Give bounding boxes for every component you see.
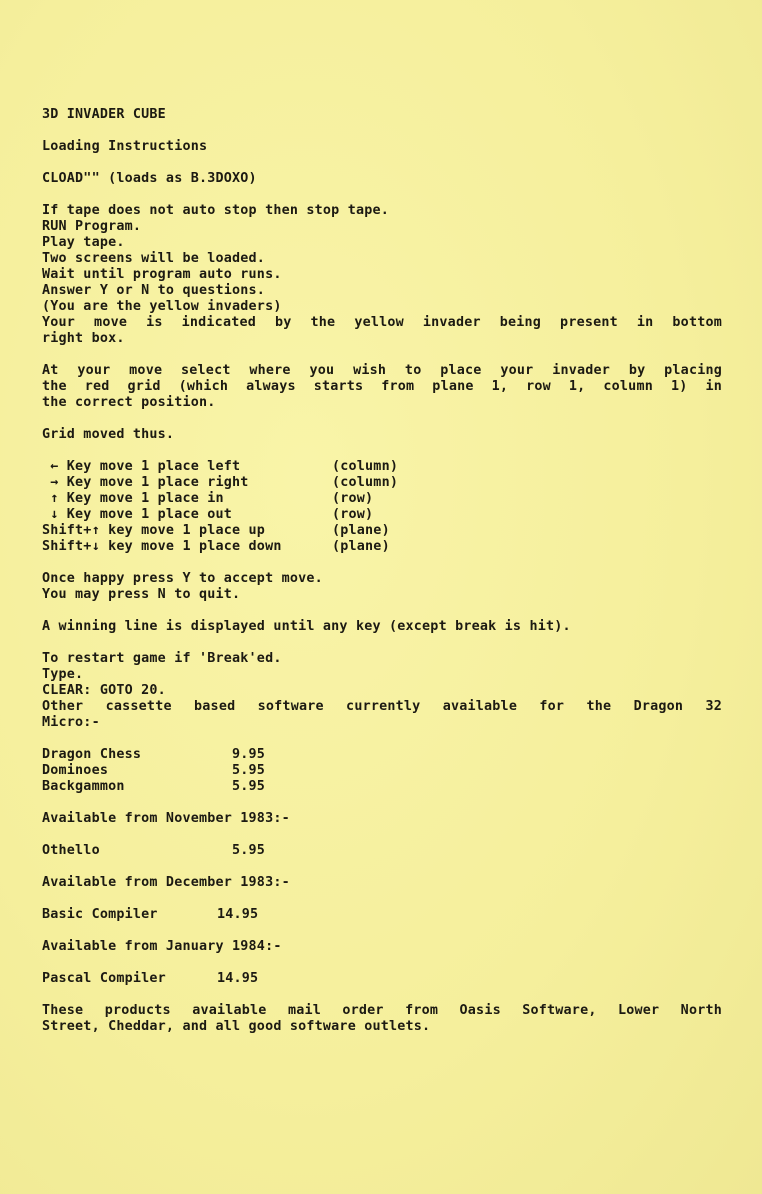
key-row: [42, 523, 722, 539]
available-november: Available from November 1983:-: [42, 811, 290, 826]
product-price: 5.95: [232, 779, 266, 794]
quit-line: You may press N to quit.: [42, 587, 241, 602]
clear-line: CLEAR: GOTO 20.: [42, 683, 166, 698]
restart-line: To restart game if 'Break'ed.: [42, 651, 282, 666]
document-title: 3D INVADER CUBE: [42, 107, 166, 122]
other-software-line-1: Other cassette based software currently available for the Dragon 32: [42, 699, 722, 714]
select-line-2: the red grid (which always starts from plane 1, row 1, column 1) in: [42, 379, 722, 394]
key-row: [42, 491, 722, 507]
product-row: [42, 763, 722, 779]
product-name: Pascal Compiler: [42, 971, 166, 986]
product-name: Dominoes: [42, 763, 109, 778]
key-desc: ↑ Key move 1 place in: [42, 491, 224, 506]
key-axis: (plane): [332, 523, 390, 538]
footer-line-1: These products available mail order from Oasis Software, Lower North: [42, 1003, 722, 1018]
key-desc: ↓ Key move 1 place out: [42, 507, 233, 522]
product-price: 5.95: [232, 763, 266, 778]
key-desc: Shift+↓ key move 1 place down: [42, 539, 282, 554]
step-3: Play tape.: [42, 235, 125, 250]
key-row: [42, 459, 722, 475]
key-row: [42, 539, 722, 555]
step-1: If tape does not auto stop then stop tape.: [42, 203, 389, 218]
product-name: Othello: [42, 843, 100, 858]
product-row: [42, 971, 722, 987]
product-price: 14.95: [217, 907, 259, 922]
key-table: [42, 459, 722, 555]
your-move-line-2: right box.: [42, 331, 125, 346]
key-axis: (column): [332, 475, 399, 490]
product-name: Dragon Chess: [42, 747, 142, 762]
select-line-3: the correct position.: [42, 395, 216, 410]
loading-heading: Loading Instructions: [42, 139, 208, 154]
step-4: Two screens will be loaded.: [42, 251, 266, 266]
cload-command: CLOAD"" (loads as B.3DOXO): [42, 171, 257, 186]
key-row: [42, 475, 722, 491]
footer-line-2: Street, Cheddar, and all good software outlets.: [42, 1019, 431, 1034]
your-move-line-1: Your move is indicated by the yellow invader being present in bottom: [42, 315, 722, 330]
instruction-document: [42, 107, 722, 1035]
key-desc: ← Key move 1 place left: [42, 459, 241, 474]
type-line: Type.: [42, 667, 84, 682]
product-row: [42, 843, 722, 859]
product-name: Backgammon: [42, 779, 125, 794]
key-axis: (row): [332, 507, 374, 522]
product-price: 5.95: [232, 843, 266, 858]
step-7: (You are the yellow invaders): [42, 299, 282, 314]
product-price: 9.95: [232, 747, 266, 762]
key-desc: Shift+↑ key move 1 place up: [42, 523, 266, 538]
key-axis: (row): [332, 491, 374, 506]
winning-line: A winning line is displayed until any key (except break is hit).: [42, 619, 571, 634]
key-axis: (plane): [332, 539, 390, 554]
available-december: Available from December 1983:-: [42, 875, 290, 890]
step-6: Answer Y or N to questions.: [42, 283, 266, 298]
step-5: Wait until program auto runs.: [42, 267, 282, 282]
key-axis: (column): [332, 459, 399, 474]
key-row: [42, 507, 722, 523]
select-line-1: At your move select where you wish to place your invader by placing: [42, 363, 722, 378]
product-name: Basic Compiler: [42, 907, 158, 922]
other-software-line-2: Micro:-: [42, 715, 100, 730]
happy-line: Once happy press Y to accept move.: [42, 571, 323, 586]
grid-moved-heading: Grid moved thus.: [42, 427, 175, 442]
available-january: Available from January 1984:-: [42, 939, 282, 954]
product-price: 14.95: [217, 971, 259, 986]
product-row: [42, 779, 722, 795]
product-row: [42, 907, 722, 923]
step-2: RUN Program.: [42, 219, 142, 234]
product-row: [42, 747, 722, 763]
key-desc: → Key move 1 place right: [42, 475, 249, 490]
